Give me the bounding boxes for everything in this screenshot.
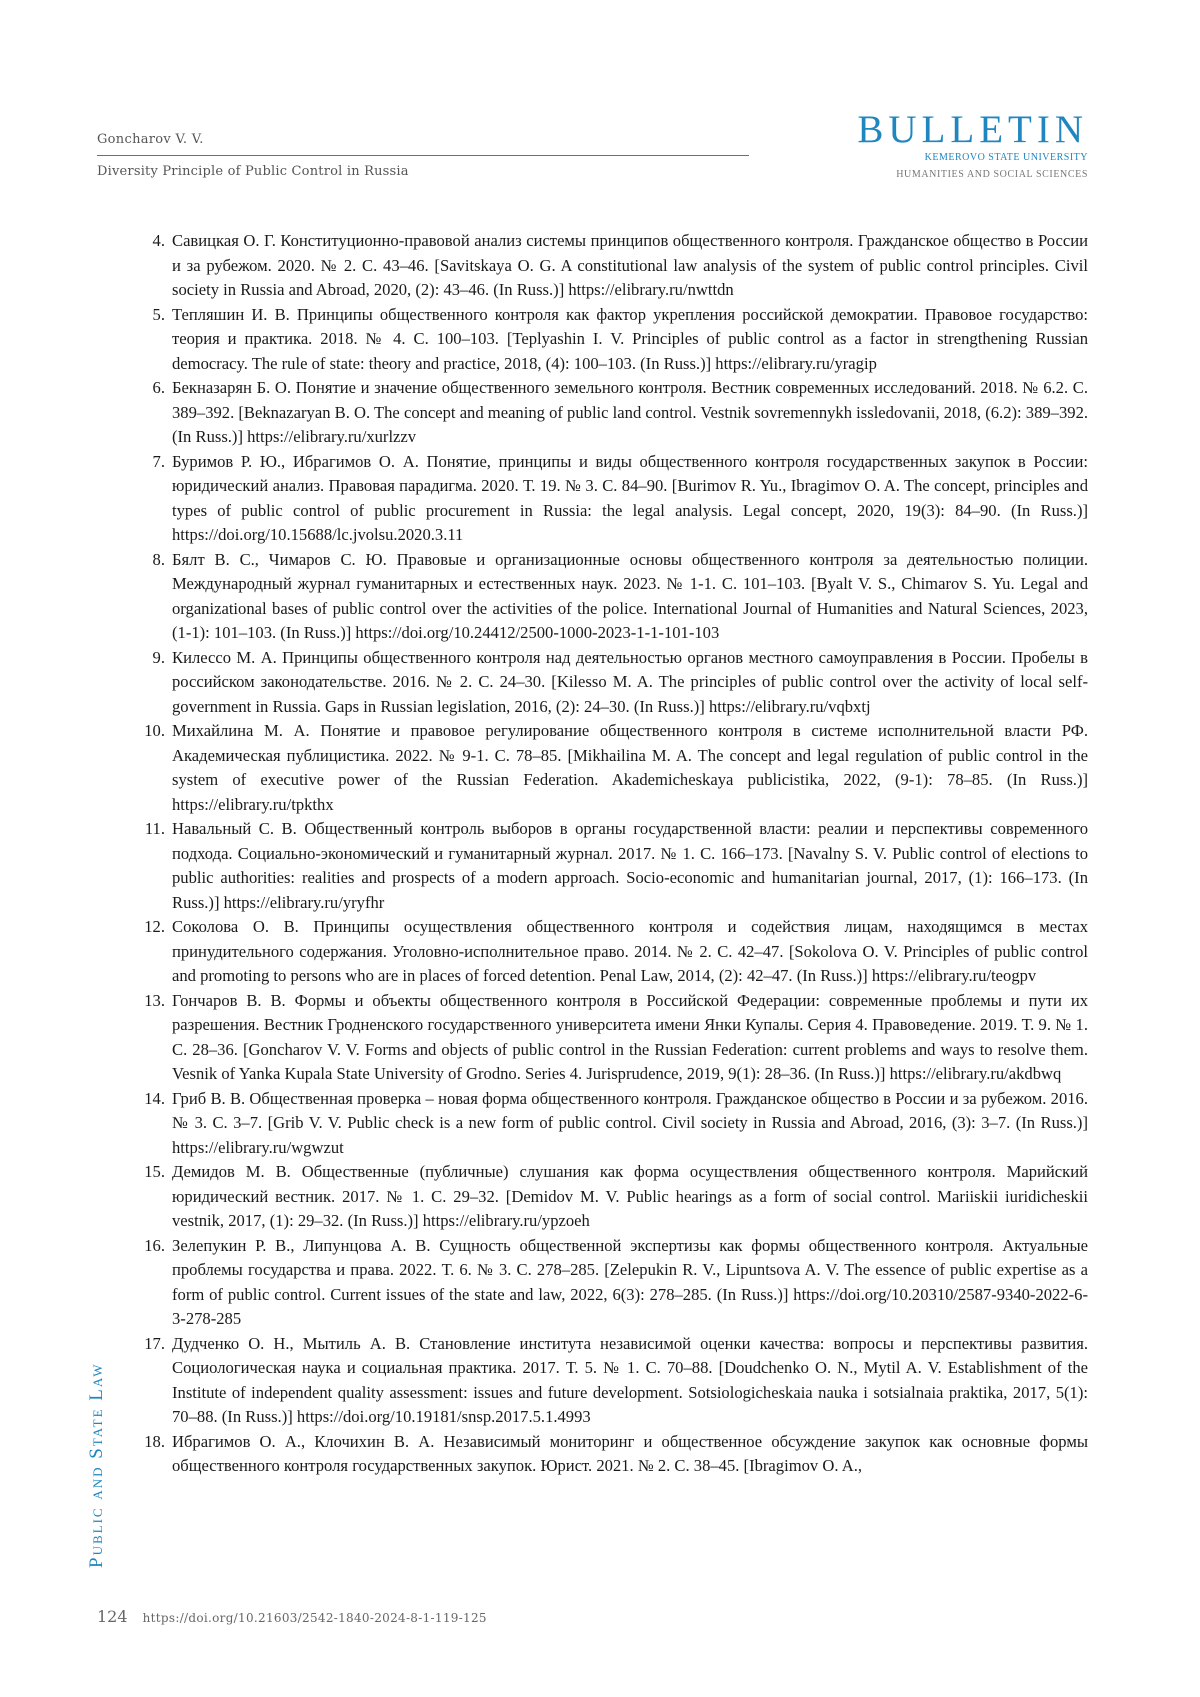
reference-text: Дудченко О. Н., Мытиль А. В. Становление института независимой оценки качества: вопросы и перспективы развития. Социологическая наука и социальная практика. 2017. Т. 5. № 1. С. 70–88. [Doudchenko O. N., Mytil A. V. Establishment of the Institute of independent quality assessment: issues and future development. Sotsiologicheskaia nauka i sotsialnaia praktika, 2017, 5(1): 70–88. (In Russ.)] https://doi.org/10.19181/snsp.2017.5.1.4993	[172, 1333, 1088, 1426]
header-divider	[97, 155, 749, 156]
reference-number: 6.	[152, 378, 165, 397]
reference-item	[144, 989, 1088, 1087]
page-footer	[97, 1607, 487, 1626]
brand-university: KEMEROVO STATE UNIVERSITY	[924, 152, 1088, 163]
reference-number: 5.	[152, 304, 165, 324]
reference-text: Навальный С. В. Общественный контроль выборов в органы государственной власти: реалии и перспективы современного подхода. Социально-экономический и гуманитарный журнал. 2017. № 1. С. 166–173. [Navalny S. V. Public control of elections to public authorities: realities and prospects of a modern approach. Socio-economic and humanitarian journal, 2017, (1): 166–173. (In Russ.)] https://elibrary.ru/yryfhr	[172, 819, 1088, 912]
reference-text: Михайлина М. А. Понятие и правовое регулирование общественного контроля в системе исполнительной власти РФ. Академическая публицистика. 2022. № 9-1. С. 78–85. [Mikhailina M. A. The concept and legal regulation of public control in the system of executive power of the Russian Federation. Akademicheskaya publicistika, 2022, (9-1): 78–85. (In Russ.)] https://elibrary.ru/tpkthx	[172, 721, 1088, 814]
reference-text: Килессо М. А. Принципы общественного контроля над деятельностью органов местного самоуправления в России. Пробелы в российском законодательстве. 2016. № 2. С. 24–30. [Kilesso M. A. The principles of public control over the activity of local self-government in Russia. Gaps in Russian legislation, 2016, (2): 24–30. (In Russ.)] https://elibrary.ru/vqbxtj	[172, 647, 1089, 716]
reference-item	[152, 229, 1088, 303]
reference-item	[144, 1087, 1088, 1161]
reference-number: 9.	[152, 647, 165, 667]
reference-item	[144, 915, 1088, 989]
section-side-label: Public and State Law	[86, 1362, 107, 1568]
reference-number: 10.	[144, 721, 165, 740]
reference-text: Бялт В. С., Чимаров С. Ю. Правовые и организационные основы общественного контроля за деятельностью полиции. Международный журнал гуманитарных и естественных наук. 2023. № 1-1. С. 101–103. [Byalt V. S., Chimarov S. Yu. Legal and organizational bases of public control over the activities of the police. International Journal of Humanities and Natural Sciences, 2023, (1-1): 101–103. (In Russ.)] https://doi.org/10.24412/2500-1000-2023-1-1-101-103	[172, 549, 1088, 642]
reference-number: 7.	[152, 451, 165, 471]
page-number: 124	[97, 1607, 128, 1626]
reference-item	[144, 719, 1088, 817]
reference-item	[152, 646, 1089, 720]
reference-item	[152, 303, 1088, 377]
reference-text: Соколова О. В. Принципы осуществления общественного контроля и содействия лицам, находящимся в местах принудительного содержания. Уголовно-исполнительное право. 2014. № 2. С. 42–47. [Sokolova O. V. Principles of public control and promoting to persons who are in places of forced detention. Penal Law, 2014, (2): 42–47. (In Russ.)] https://elibrary.ru/teogpv	[172, 917, 1088, 985]
reference-number: 15.	[144, 1162, 165, 1181]
running-header-author: Goncharov V. V.	[97, 132, 204, 147]
reference-item	[144, 1430, 1088, 1479]
reference-text: Гончаров В. В. Формы и объекты общественного контроля в Российской Федерации: современные проблемы и пути их разрешения. Вестник Гродненского государственного университета имени Янки Купалы. Серия 4. Правоведение. 2019. Т. 9. № 1. С. 28–36. [Goncharov V. V. Forms and objects of public control in the Russian Federation: current problems and ways to resolve them. Vesnik of Yanka Kupala State University of Grodno. Series 4. Jurisprudence, 2019, 9(1): 28–36. (In Russ.)] https://elibrary.ru/akdbwq	[172, 990, 1088, 1083]
reference-text: Буримов Р. Ю., Ибрагимов О. А. Понятие, принципы и виды общественного контроля государственных закупок в России: юридический анализ. Правовая парадигма. 2020. Т. 19. № 3. С. 84–90. [Burimov R. Yu., Ibragimov O. A. The concept, principles and types of public control of public procurement in Russia: the legal analysis. Legal concept, 2020, 19(3): 84–90. (In Russ.)] https://doi.org/10.15688/lc.jvolsu.2020.3.11	[172, 451, 1088, 544]
reference-list	[144, 229, 1089, 1479]
footer-doi-link[interactable]: https://doi.org/10.21603/2542-1840-2024-8-1-119-125	[142, 1611, 487, 1625]
reference-number: 18.	[144, 1431, 165, 1451]
reference-item	[152, 450, 1088, 548]
reference-number: 8.	[152, 549, 165, 569]
reference-text: Гриб В. В. Общественная проверка – новая форма общественного контроля. Гражданское общество в России и за рубежом. 2016. № 3. С. 3–7. [Grib V. V. Public check is a new form of public control. Civil society in Russia and Abroad, 2016, (3): 3–7. (In Russ.)] https://elibrary.ru/wgwzut	[172, 1088, 1088, 1157]
reference-text: Демидов М. В. Общественные (публичные) слушания как форма осуществления общественного контроля. Марийский юридический вестник. 2017. № 1. С. 29–32. [Demidov M. V. Public hearings as a form of social control. Mariiskii iuridicheskii vestnik, 2017, (1): 29–32. (In Russ.)] https://elibrary.ru/ypzoeh	[172, 1162, 1088, 1230]
reference-number: 11.	[144, 819, 165, 838]
reference-item	[152, 548, 1088, 646]
reference-number: 16.	[144, 1235, 165, 1255]
reference-item	[144, 1234, 1088, 1332]
reference-number: 12.	[144, 917, 165, 936]
running-header-title: Diversity Principle of Public Control in Russia	[97, 164, 409, 179]
reference-text: Ибрагимов О. А., Клочихин В. А. Независимый мониторинг и общественное обсуждение закупок как основные формы общественного контроля государственных закупок. Юрист. 2021. № 2. С. 38–45. [Ibragimov O. A.,	[172, 1431, 1088, 1475]
brand-section: HUMANITIES AND SOCIAL SCIENCES	[896, 169, 1088, 180]
reference-number: 13.	[144, 990, 165, 1010]
reference-text: Бекназарян Б. О. Понятие и значение общественного земельного контроля. Вестник современных исследований. 2018. № 6.2. С. 389–392. [Beknazaryan B. O. The concept and meaning of public land control. Vestnik sovremennykh issledovanii, 2018, (6.2): 389–392. (In Russ.)] https://elibrary.ru/xurlzzv	[172, 378, 1089, 446]
reference-item	[144, 1332, 1088, 1430]
reference-item	[144, 1160, 1088, 1234]
reference-number: 14.	[144, 1088, 165, 1108]
reference-text: Тепляшин И. В. Принципы общественного контроля как фактор укрепления российской демократии. Правовое государство: теория и практика. 2018. № 4. С. 100–103. [Teplyashin I. V. Principles of public control as a factor in strengthening Russian democracy. The rule of state: theory and practice, 2018, (4): 100–103. (In Russ.)] https://elibrary.ru/yragip	[172, 304, 1088, 373]
journal-brand	[857, 110, 1088, 181]
brand-title: BULLETIN	[857, 108, 1088, 151]
reference-item	[144, 817, 1088, 915]
reference-number: 17.	[144, 1333, 165, 1353]
reference-item	[152, 376, 1089, 450]
reference-number: 4.	[152, 231, 165, 250]
reference-text: Зелепукин Р. В., Липунцова А. В. Сущность общественной экспертизы как формы общественного контроля. Актуальные проблемы государства и права. 2022. Т. 6. № 3. С. 278–285. [Zelepukin R. V., Lipuntsova A. V. The essence of public expertise as a form of public control. Current issues of the state and law, 2022, 6(3): 278–285. (In Russ.)] https://doi.org/10.20310/2587-9340-2022-6-3-278-285	[172, 1235, 1088, 1328]
reference-text: Савицкая О. Г. Конституционно-правовой анализ системы принципов общественного контроля. Гражданское общество в России и за рубежом. 2020. № 2. С. 43–46. [Savitskaya O. G. A constitutional law analysis of the system of public control principles. Civil society in Russia and Abroad, 2020, (2): 43–46. (In Russ.)] https://elibrary.ru/nwttdn	[172, 231, 1088, 299]
